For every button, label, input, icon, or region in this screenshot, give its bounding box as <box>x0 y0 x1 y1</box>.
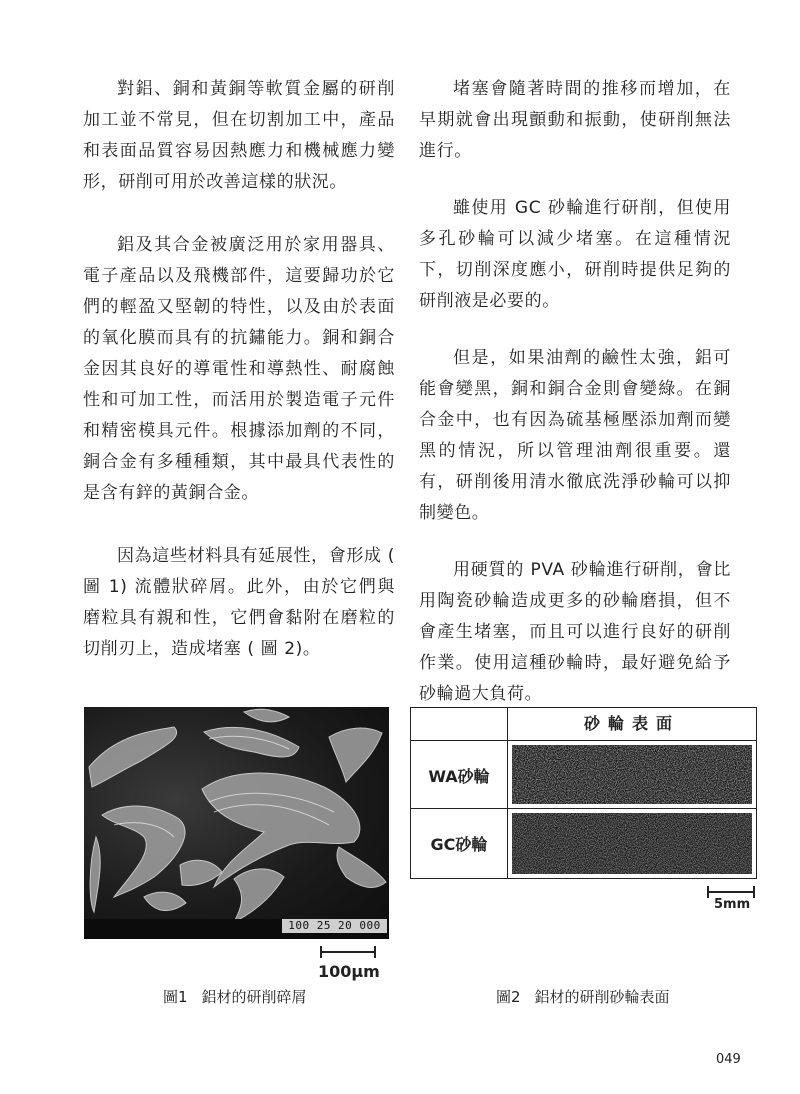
scale-label: 5mm <box>714 897 751 912</box>
caption-number: 圖2 <box>496 988 521 1006</box>
wheel-surface-table <box>410 707 757 879</box>
paragraph: 雖使用 GC 砂輪進行研削，但使用多孔砂輪可以減少堵塞。在這種情況下，切削深度應小，研削時提供足夠的研削液是必要的。 <box>419 198 731 311</box>
wa-wheel-texture <box>512 745 752 804</box>
page-number: 049 <box>716 1052 741 1067</box>
right-text-column <box>419 74 731 736</box>
table-header: 砂輪表面 <box>583 714 680 733</box>
caption-number: 圖1 <box>163 988 188 1006</box>
paragraph: 對鋁、銅和黃銅等軟質金屬的研削加工並不常見，但在切割加工中，產品和表面品質容易因熱應力和機械應力變形，研削可用於改善這樣的狀況。 <box>83 79 395 192</box>
figure2-caption <box>496 986 670 1007</box>
paragraph: 堵塞會隨著時間的推移而增加，在早期就會出現顫動和振動，使研削無法進行。 <box>419 79 731 161</box>
sem-readout: 100 25 20 000 <box>282 919 387 933</box>
paragraph: 但是，如果油劑的鹼性太強，鋁可能會變黑，銅和銅合金則會變綠。在銅合金中，也有因為硫基極壓添加劑而變黑的情況，所以管理油劑很重要。還有，研削後用清水徹底洗淨砂輪可以抑制變色。 <box>419 348 731 523</box>
paragraph: 用硬質的 PVA 砂輪進行研削，會比用陶瓷砂輪造成更多的砂輪磨損，但不會產生堵塞，而且可以進行良好的研削作業。使用這種砂輪時，最好避免給予砂輪過大負荷。 <box>419 560 731 704</box>
caption-text: 鋁材的研削砂輪表面 <box>534 988 670 1006</box>
gc-wheel-texture <box>512 813 752 874</box>
paragraph: 鋁及其合金被廣泛用於家用器具、電子產品以及飛機部件，這要歸功於它們的輕盈又堅韌的特性，以及由於表面的氧化膜而具有的抗鏽能力。銅和銅合金因其良好的導電性和導熱性、耐腐蝕性和可加工性，而活用於製造電子元件和精密模具元件。根據添加劑的不同，銅合金有多種種類，其中最具代表性的是含有鋅的黃銅合金。 <box>83 235 395 503</box>
row-label-gc: GC砂輪 <box>430 835 488 854</box>
scale-bar-100um <box>320 944 376 960</box>
table-row <box>411 740 756 741</box>
table-row <box>411 808 756 809</box>
left-text-column <box>83 74 395 697</box>
sem-chip-image <box>84 707 389 939</box>
row-label-wa: WA砂輪 <box>428 767 490 786</box>
paragraph: 因為這些材料具有延展性，會形成 ( 圖 1) 流體狀碎屑。此外，由於它們與磨粒具有親和性，它們會黏附在磨粒的切削刃上，造成堵塞 ( 圖 2)。 <box>83 546 395 659</box>
caption-text: 鋁材的研削碎屑 <box>201 988 307 1006</box>
chip-shapes <box>84 707 389 939</box>
scale-label: 100μm <box>318 962 380 981</box>
figure1-caption <box>163 986 307 1007</box>
